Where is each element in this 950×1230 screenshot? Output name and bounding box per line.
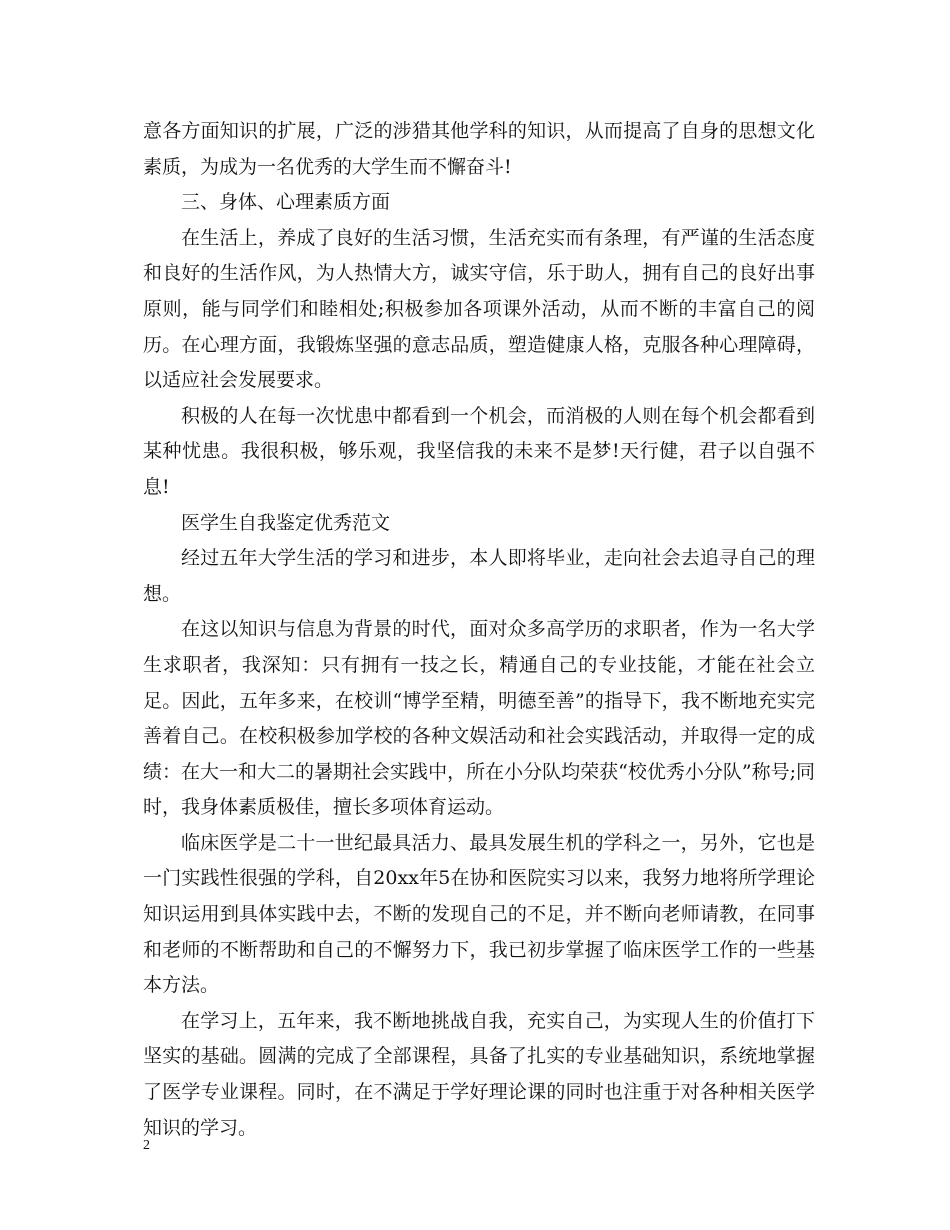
page-number: 2 [143,1138,150,1153]
paragraph-graduation: 经过五年大学生活的学习和进步，本人即将毕业，走向社会去追寻自己的理想。 [143,547,815,605]
paragraph-life: 在生活上，养成了良好的生活习惯，生活充实而有条理，有严谨的生活态度和良好的生活作风，为人热情大方，诚实守信，乐于助人，拥有自己的良好出事原则，能与同学们和睦相处;积极参加各项课外活动，从而不断的丰富自己的阅历。在心理方面，我锻炼坚强的意志品质，塑造健康人格，克服各种心理障碍，以适应社会发展要求。 [143,226,815,392]
paragraph-continuation: 意各方面知识的扩展，广泛的涉猎其他学科的知识，从而提高了自身的思想文化素质，为成为一名优秀的大学生而不懈奋斗! [143,120,815,178]
paragraph-positive: 积极的人在每一次忧患中都看到一个机会，而消极的人则在每个机会都看到某种忧患。我很积极，够乐观，我坚信我的未来不是梦!天行健，君子以自强不息! [143,404,815,498]
paragraph-clinical-medicine: 临床医学是二十一世纪最具活力、最具发展生机的学科之一，另外，它也是一门实践性很强的学科，自20xx年5在协和医院实习以来，我努力地将所学理论知识运用到具体实践中去，不断的发现自己的不足，并不断向老师请教，在同事和老师的不断帮助和自己的不懈努力下，我已初步掌握了临床医学工作的一些基本方法。 [143,831,815,997]
section-heading-physical-mental: 三、身体、心理素质方面 [181,191,391,214]
paragraph-study: 在学习上，五年来，我不断地挑战自我，充实自己，为实现人生的价值打下坚实的基础。圆满的完成了全部课程，具备了扎实的专业基础知识，系统地掌握了医学专业课程。同时，在不满足于学好理论课的同时也注重于对各种相关医学知识的学习。 [143,1009,815,1139]
document-subtitle: 医学生自我鉴定优秀范文 [181,511,391,534]
document-body [143,114,815,1146]
paragraph-job-seeking: 在这以知识与信息为背景的时代，面对众多高学历的求职者，作为一名大学生求职者，我深知：只有拥有一技之长，精通自己的专业技能，才能在社会立足。因此，五年多来，在校训“博学至精，明德至善”的指导下，我不断地充实完善着自己。在校积极参加学校的各种文娱活动和社会实践活动，并取得一定的成绩：在大一和大二的暑期社会实践中，所在小分队均荣获“校优秀小分队”称号;同时，我身体素质极佳，擅长多项体育运动。 [143,618,815,819]
